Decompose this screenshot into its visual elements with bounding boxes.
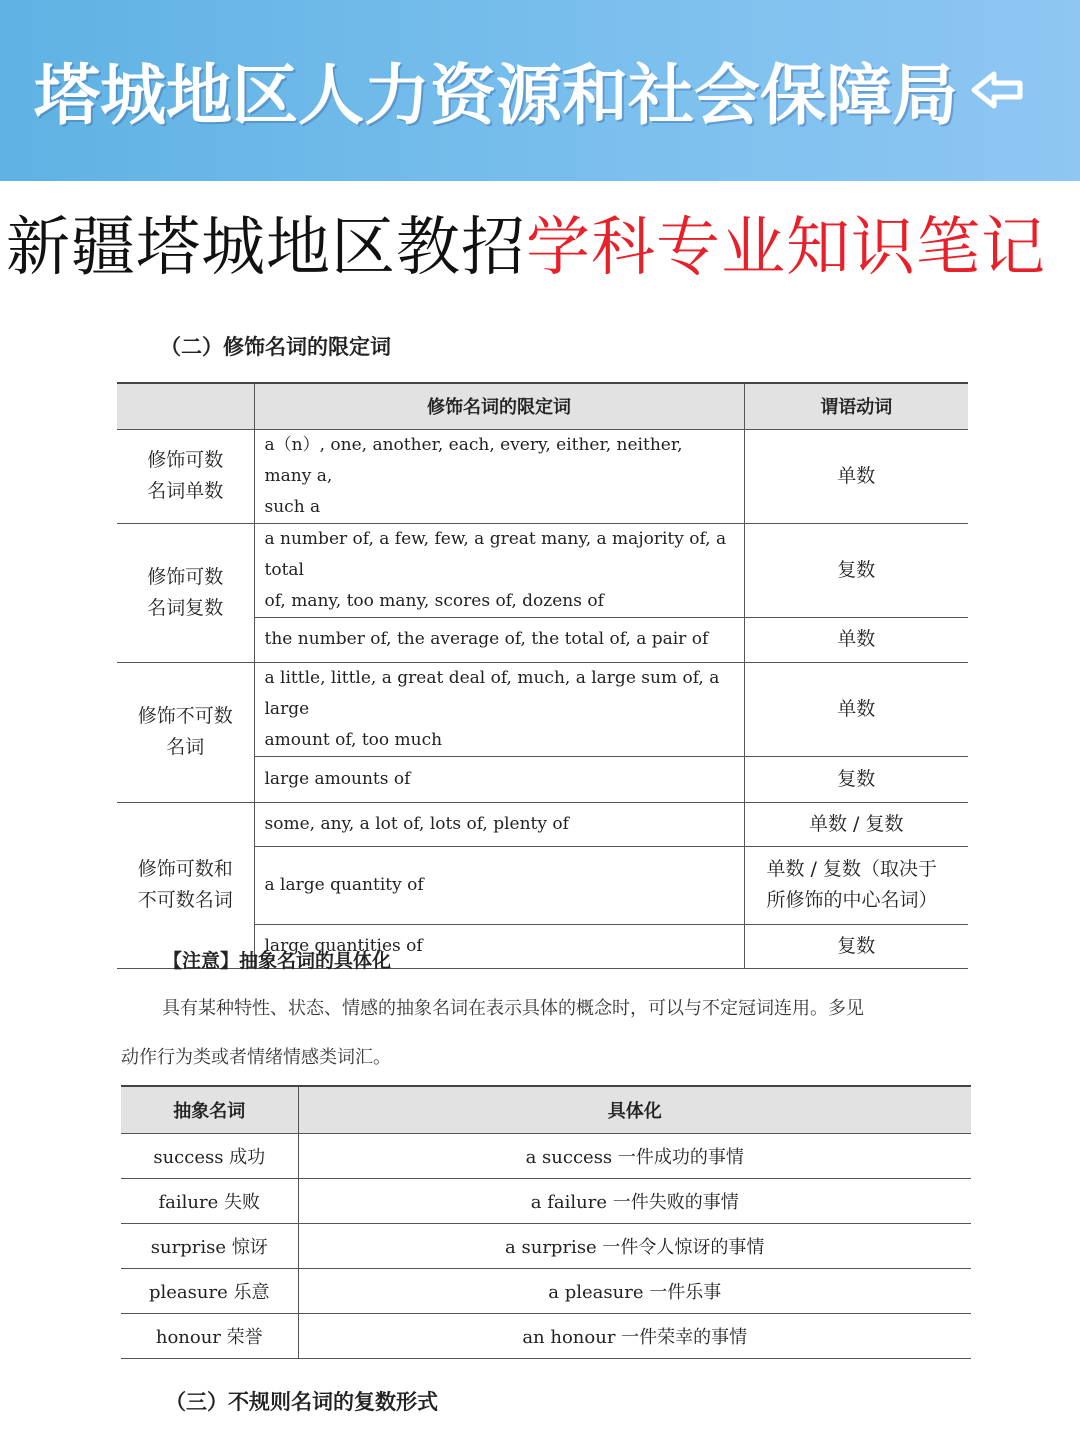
header-blank — [117, 383, 254, 429]
category-cell: 修饰不可数 名词 — [117, 662, 254, 802]
verb-cell: 单数 / 复数（取决于 所修饰的中心名词） — [744, 846, 968, 924]
concrete-cell: a surprise 一件令人惊讶的事情 — [298, 1223, 971, 1268]
verb-cell: 单数 — [744, 662, 968, 756]
header-determiners: 修饰名词的限定词 — [254, 383, 744, 429]
category-cell: 修饰可数 名词单数 — [117, 429, 254, 523]
header-abstract-noun: 抽象名词 — [121, 1086, 298, 1133]
determiner-cell: a number of, a few, few, a great many, a majority of, a total of, many, too many, scores of, dozens of — [254, 523, 744, 617]
determiner-cell: large quantities of — [254, 924, 744, 968]
headline — [6, 196, 1046, 288]
verb-cell: 单数 — [744, 617, 968, 662]
concrete-cell: an honour 一件荣幸的事情 — [298, 1313, 971, 1358]
note-paragraph-line-2: 动作行为类或者情绪情感类词汇。 — [121, 1047, 391, 1068]
concrete-cell: a success 一件成功的事情 — [298, 1133, 971, 1178]
verb-cell: 复数 — [744, 756, 968, 802]
table-row — [121, 1178, 971, 1223]
table-header-row — [117, 383, 968, 429]
determiner-cell: a little, little, a great deal of, much, a large sum of, a large amount of, too much — [254, 662, 744, 756]
table-row — [121, 1268, 971, 1313]
verb-cell: 复数 — [744, 523, 968, 617]
verb-cell: 单数 — [744, 429, 968, 523]
category-cell: 修饰可数 名词复数 — [117, 523, 254, 662]
determiner-cell: large amounts of — [254, 756, 744, 802]
headline-red: 学科专业知识笔记 — [526, 211, 1046, 285]
determiner-cell: a（n）, one, another, each, every, either, neither, many a, such a — [254, 429, 744, 523]
determiner-cell: some, any, a lot of, lots of, plenty of — [254, 802, 744, 846]
table-row — [117, 523, 968, 617]
abstract-noun-cell: honour 荣誉 — [121, 1313, 298, 1358]
banner-title: 塔城地区人力资源和社会保障局 — [34, 57, 958, 134]
section-2-title: （二）修饰名词的限定词 — [160, 335, 391, 359]
abstract-noun-cell: pleasure 乐意 — [121, 1268, 298, 1313]
verb-cell: 单数 / 复数 — [744, 802, 968, 846]
abstract-noun-cell: failure 失败 — [121, 1178, 298, 1223]
determiner-cell: a large quantity of — [254, 846, 744, 924]
table-row — [117, 662, 968, 756]
header-concrete: 具体化 — [298, 1086, 971, 1133]
return-arrow-icon — [968, 60, 1028, 120]
table-row — [121, 1223, 971, 1268]
table-row — [121, 1313, 971, 1358]
verb-cell: 复数 — [744, 924, 968, 968]
category-cell: 修饰可数和 不可数名词 — [117, 802, 254, 968]
section-3-title: （三）不规则名词的复数形式 — [165, 1390, 438, 1414]
concrete-cell: a pleasure 一件乐事 — [298, 1268, 971, 1313]
headline-black: 新疆塔城地区教招 — [6, 211, 526, 285]
table-row — [117, 802, 968, 846]
determiner-table — [117, 382, 968, 969]
banner — [0, 0, 1080, 181]
table-header-row — [121, 1086, 971, 1133]
note-title: 【注意】抽象名词的具体化 — [163, 950, 392, 972]
determiner-cell: the number of, the average of, the total of, a pair of — [254, 617, 744, 662]
concrete-cell: a failure 一件失败的事情 — [298, 1178, 971, 1223]
note-paragraph-line-1: 具有某种特性、状态、情感的抽象名词在表示具体的概念时，可以与不定冠词连用。多见 — [162, 998, 864, 1019]
abstract-noun-cell: success 成功 — [121, 1133, 298, 1178]
table-row — [117, 429, 968, 523]
header-verb: 谓语动词 — [744, 383, 968, 429]
abstract-noun-table — [121, 1085, 971, 1359]
table-row — [121, 1133, 971, 1178]
abstract-noun-cell: surprise 惊讶 — [121, 1223, 298, 1268]
